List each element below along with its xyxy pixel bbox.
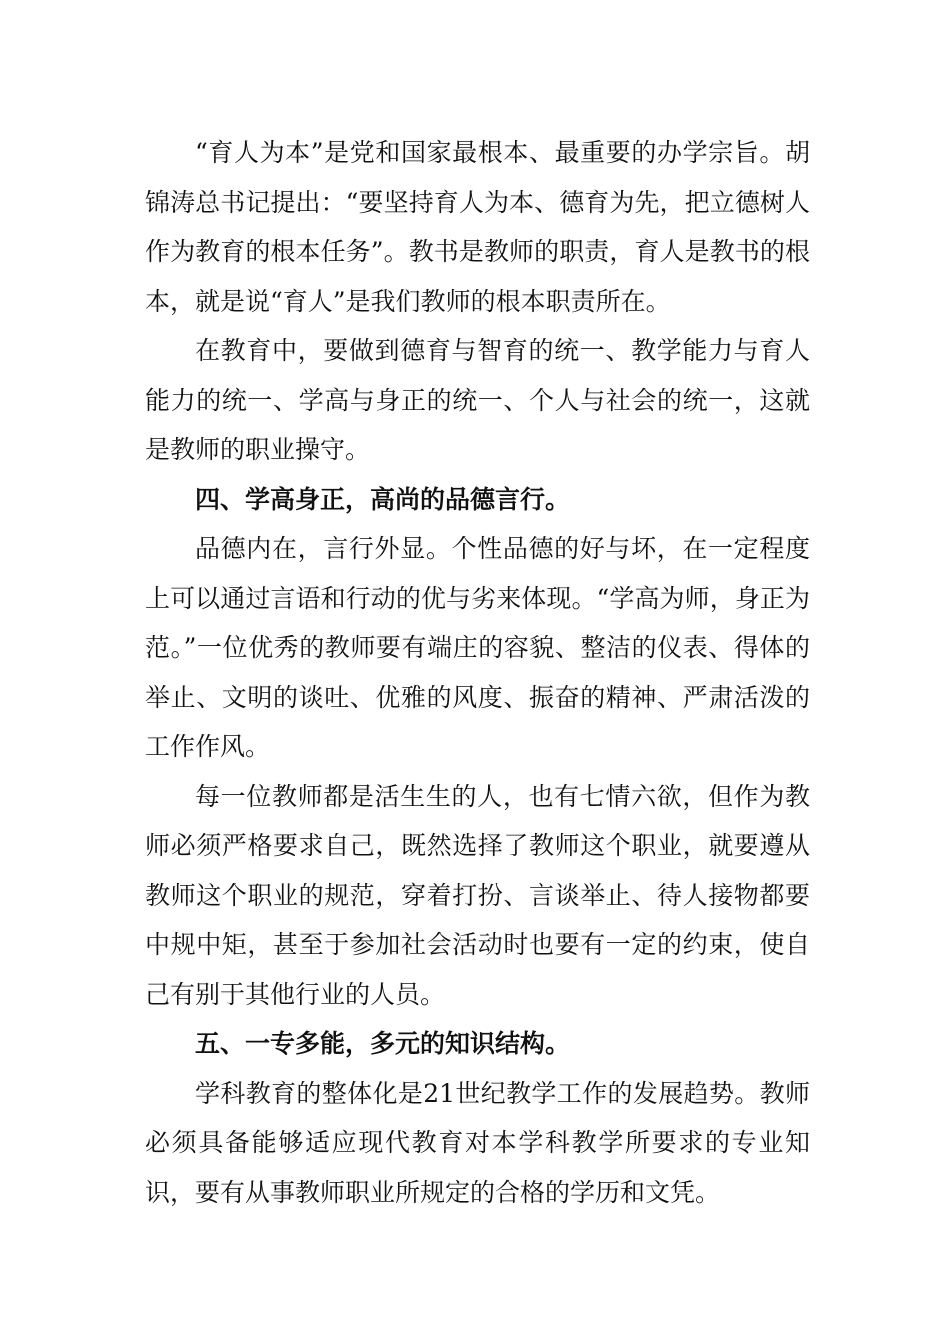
paragraph-education-purpose: “育人为本”是党和国家最根本、最重要的办学宗旨。胡锦涛总书记提出：“要坚持育人为本、德育为先，把立德树人作为教育的根本任务”。教书是教师的职责，育人是教书的根本，就是说“育人”是我们教师的根本职责所在。 (145, 138, 810, 316)
paragraph-character-conduct: 品德内在，言行外显。个性品德的好与坏，在一定程度上可以通过言语和行动的优与劣来体现。“学高为师，身正为范。”一位优秀的教师要有端庄的容貌、整洁的仪表、得体的举止、文明的谈吐、优雅的风度、振奋的精神、严肃活泼的工作作风。 (145, 534, 810, 761)
section-heading-four: 四、学高身正，高尚的品德言行。 (195, 484, 571, 514)
section-heading-five: 五、一专多能，多元的知识结构。 (195, 1029, 571, 1058)
document-body (145, 128, 810, 1217)
paragraph-self-discipline: 每一位教师都是活生生的人，也有七情六欲，但作为教师必须严格要求自己，既然选择了教师这个职业，就要遵从教师这个职业的规范，穿着打扮、言谈举止、待人接物都要中规中矩，甚至于参加社会活动时也要有一定的约束，使自己有别于其他行业的人员。 (145, 781, 810, 1009)
paragraph-knowledge-structure: 学科教育的整体化是21世纪教学工作的发展趋势。教师必须具备能够适应现代教育对本学科教学所要求的专业知识，要有从事教师职业所规定的合格的学历和文凭。 (145, 1078, 810, 1207)
paragraph-professional-ethics: 在教育中，要做到德育与智育的统一、教学能力与育人能力的统一、学高与身正的统一、个人与社会的统一，这就是教师的职业操守。 (145, 336, 810, 464)
